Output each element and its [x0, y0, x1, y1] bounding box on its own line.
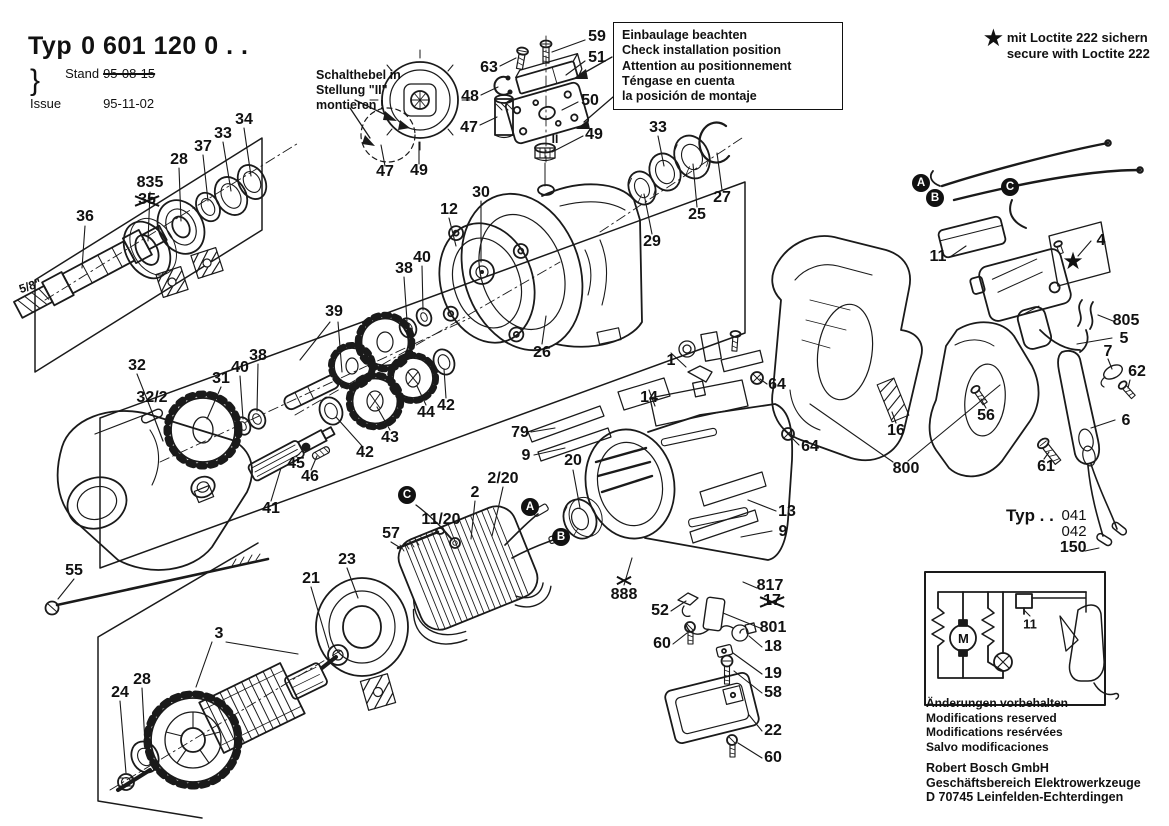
part-label-63: 63	[480, 59, 498, 76]
ring-29	[624, 167, 661, 208]
stator-2	[385, 497, 564, 655]
stand-label: Stand	[65, 66, 100, 81]
note-line: la posición de montaje	[622, 89, 757, 103]
part-label-9: 9	[521, 447, 531, 464]
part-label-49: 49	[585, 126, 603, 143]
plate-50	[504, 81, 589, 144]
part-label-59: 59	[588, 28, 606, 45]
capacitor-11	[938, 216, 1007, 259]
note-line: Stellung "II"	[316, 82, 388, 97]
company-line: D 70745 Leinfelden-Echterdingen	[926, 790, 1124, 804]
part-label-18: 18	[764, 638, 782, 655]
part-label-52: 52	[651, 602, 669, 619]
company-address	[926, 761, 1141, 805]
part-label-28: 28	[133, 671, 151, 688]
washer-40-top	[414, 306, 434, 328]
part-label-32: 32	[128, 357, 146, 374]
part-label-62: 62	[1128, 363, 1146, 380]
part-label-37: 37	[194, 138, 212, 155]
part-label-13: 13	[778, 503, 796, 520]
variant-042: 042	[1061, 523, 1087, 540]
company-line: Robert Bosch GmbH	[926, 761, 1049, 775]
part-label-46: 46	[301, 468, 319, 485]
part-label-22: 22	[764, 722, 782, 739]
loctite-note	[984, 27, 1150, 63]
part-label-9: 9	[778, 523, 788, 540]
typ-label: Typ	[28, 32, 73, 60]
part-label-45: 45	[287, 455, 305, 472]
nut-49	[535, 144, 555, 187]
part-label-41: 41	[262, 500, 280, 517]
note-line: Modifications resérvées	[926, 725, 1063, 739]
note-line: Téngase en cuenta	[622, 73, 735, 88]
shift-lever-note	[316, 68, 428, 112]
note-line: mit Loctite 222 sichern	[1006, 30, 1148, 45]
note-line: Einbaulage beachten	[622, 28, 748, 42]
typ-variants-label: Typ . .	[1006, 506, 1054, 525]
part-label-29: 29	[643, 233, 661, 250]
part-label-60: 60	[764, 749, 782, 766]
part-label-23: 23	[338, 551, 356, 568]
part-label-805: 805	[1112, 312, 1140, 329]
part-label-42: 42	[356, 444, 374, 461]
part-label-49: 49	[410, 162, 428, 179]
screw-56	[970, 384, 989, 406]
part-label-60: 60	[653, 635, 671, 652]
wire-marker-C: C	[398, 486, 416, 504]
part-label-5: 5	[1119, 330, 1129, 347]
part-label-32-2: 32/2	[136, 389, 168, 406]
wiring-schematic	[925, 572, 1118, 705]
part-label-14: 14	[640, 389, 658, 406]
note-line: secure with Loctite 222	[1006, 46, 1150, 62]
part-label-16: 16	[887, 422, 905, 439]
part-label-11-20: 11/20	[421, 511, 461, 528]
grease-pack-lower	[360, 674, 395, 711]
part-label-55: 55	[65, 562, 83, 579]
part-label-61: 61	[1037, 458, 1055, 475]
part-label-38: 38	[249, 347, 267, 364]
leader-lines	[58, 40, 1130, 773]
loctite-star-marker: ★	[1062, 248, 1084, 275]
part-label-801: 801	[759, 619, 787, 636]
part-label-30: 30	[472, 184, 490, 201]
issue-label: Issue	[30, 96, 62, 111]
screw-58-top	[729, 331, 740, 352]
ring-34	[232, 160, 272, 204]
part-label-17: 17	[763, 592, 781, 609]
part-label-1: 1	[666, 352, 676, 369]
part-label-43: 43	[381, 429, 399, 446]
screw-62	[1117, 380, 1136, 400]
part-label-7: 7	[1103, 343, 1113, 360]
variant-150: 150	[1059, 539, 1087, 556]
part-label-12: 12	[440, 201, 458, 218]
part-label-50: 50	[581, 92, 599, 109]
part-label-40: 40	[413, 249, 431, 266]
part-label-38: 38	[395, 260, 413, 277]
part-label-35: 35	[138, 191, 156, 208]
part-label-20: 20	[564, 452, 582, 469]
part-label-2: 2	[470, 484, 480, 501]
part-label-36: 36	[76, 208, 94, 225]
part-label-42: 42	[437, 397, 455, 414]
wire-marker-C: C	[1001, 178, 1019, 196]
part-label-19: 19	[764, 665, 782, 682]
part-label-26: 26	[533, 344, 551, 361]
revision-block	[30, 66, 155, 111]
brush-18	[720, 623, 756, 641]
type-variants-block	[1006, 508, 1087, 556]
star-icon: ★	[984, 27, 1003, 50]
part-label-4: 4	[1096, 232, 1106, 249]
part-label-11: 11	[1023, 616, 1037, 632]
part-label-44: 44	[417, 404, 435, 421]
part-label-58: 58	[764, 684, 782, 701]
installation-position-note	[613, 22, 843, 110]
ring-25	[668, 130, 716, 184]
part-label-64: 64	[768, 376, 786, 393]
issue-value: 95-11-02	[103, 96, 155, 111]
part-label-27: 27	[713, 189, 731, 206]
part-label-888: 888	[610, 586, 638, 603]
part-label-40: 40	[231, 359, 249, 376]
part-label-31: 31	[212, 370, 230, 387]
screw-57	[398, 528, 444, 551]
part-label-800: 800	[892, 460, 920, 477]
note-line: Schalthebel in	[316, 68, 401, 82]
circlip-48	[494, 76, 511, 94]
screw-58	[722, 656, 733, 685]
part-label-25: 25	[688, 206, 706, 223]
footer-block	[926, 696, 1141, 805]
part-label-56: 56	[977, 407, 995, 424]
part-label-33: 33	[649, 119, 667, 136]
part-label-3: 3	[214, 625, 224, 642]
wire-marker-B: B	[926, 189, 944, 207]
part-label-835: 835	[136, 174, 164, 191]
part-label-57: 57	[382, 525, 400, 542]
variant-041: 041	[1061, 507, 1087, 524]
part-label-34: 34	[235, 111, 253, 128]
part-label-6: 6	[1121, 412, 1131, 429]
wires-a-b	[931, 140, 1143, 200]
part-label-5-8-: 5/8"	[17, 275, 43, 297]
part-label-79: 79	[511, 424, 529, 441]
part-label-47: 47	[376, 163, 394, 180]
part-label-2-20: 2/20	[487, 470, 519, 487]
screw-64-a	[751, 372, 763, 384]
company-line: Geschäftsbereich Elektrowerkzeuge	[926, 775, 1141, 790]
part-label-817: 817	[756, 577, 784, 594]
wire-marker-B: B	[552, 528, 570, 546]
schematic-motor-symbol: M	[958, 631, 969, 646]
bearing-flange-23	[316, 578, 408, 676]
part-label-21: 21	[302, 570, 320, 587]
gear-housing-half-32-area	[58, 411, 252, 570]
gear-44	[390, 355, 436, 401]
screw-60-b	[727, 735, 737, 757]
note-line: Änderungen vorbehalten	[926, 696, 1069, 710]
brace-glyph: }	[30, 64, 41, 97]
part-label-24: 24	[111, 684, 129, 701]
position-marker-II: II	[551, 132, 559, 146]
typ-number: 0 601 120 0 . .	[81, 32, 249, 60]
part-label-64: 64	[801, 438, 819, 455]
modifications-note	[926, 696, 1141, 754]
part-label-51: 51	[588, 49, 606, 66]
note-line: Salvo modificaciones	[926, 739, 1049, 754]
wire-marker-A: A	[912, 174, 930, 192]
type-number-title	[28, 32, 248, 61]
part-label-39: 39	[325, 303, 343, 320]
part-label-48: 48	[461, 88, 479, 105]
ring-33-rear	[644, 149, 686, 195]
switch-4	[968, 222, 1110, 360]
deleted-x-marker	[616, 573, 632, 586]
wire-c	[1010, 200, 1026, 228]
wire-marker-A: A	[521, 498, 539, 516]
part-label-28: 28	[170, 151, 188, 168]
note-line: Attention au positionnement	[622, 58, 792, 73]
part-label-47: 47	[460, 119, 478, 136]
part-label-33: 33	[214, 125, 232, 142]
part-label-11: 11	[929, 248, 947, 265]
note-line: Modifications reserved	[926, 710, 1057, 725]
handle-half-16	[930, 322, 1039, 476]
tray-22	[664, 671, 761, 744]
stand-value: 95-08-15	[103, 66, 156, 81]
note-line: montieren !	[316, 97, 385, 112]
note-line: Check installation position	[622, 43, 782, 58]
